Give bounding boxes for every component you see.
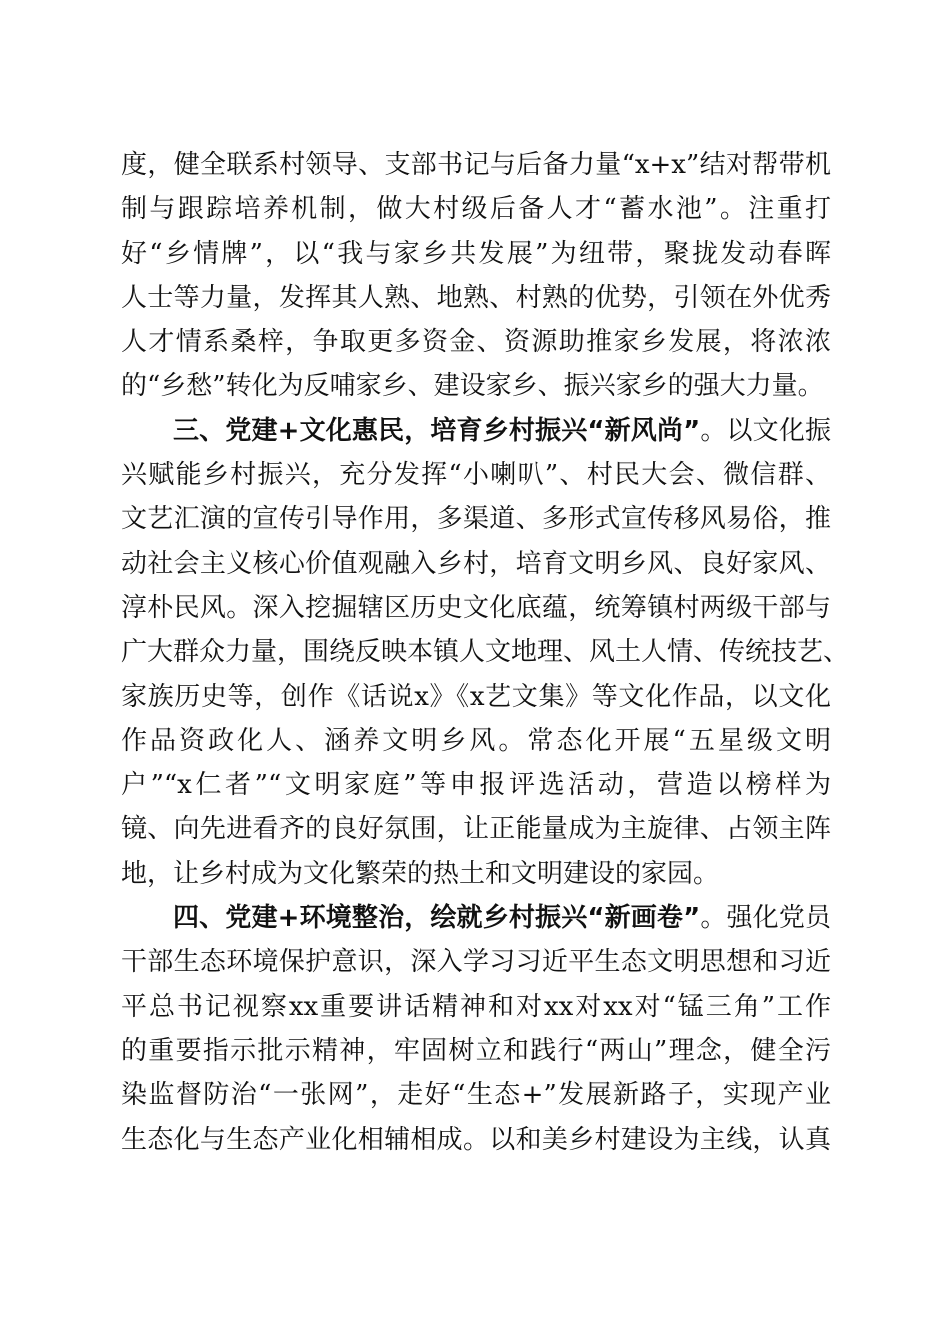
paragraph-2 — [121, 409, 850, 896]
text-line: 淳朴民风。深入挖掘辖区历史文化底蕴，统筹镇村两级干部与 — [121, 592, 831, 623]
text-line: 平总书记视察xx重要讲话精神和对xx对xx对“锰三角”工作 — [121, 991, 831, 1022]
text-line: 的“乡愁”转化为反哺家乡、建设家乡、振兴家乡的强大力量。 — [121, 371, 824, 402]
document-body — [121, 143, 850, 1162]
paragraph-3 — [121, 896, 831, 1162]
text-line: 的重要指示批示精神，牢固树立和践行“两山”理念，健全污 — [121, 1035, 831, 1066]
text-line: 生态化与生态产业化相辅相成。以和美乡村建设为主线，认真 — [121, 1124, 831, 1155]
section-heading-4: 四、党建+环境整治，绘就乡村振兴“新画卷” — [173, 903, 701, 934]
text-line: 制与跟踪培养机制，做大村级后备人才“蓄水池”。注重打 — [121, 194, 831, 225]
text-line: 地，让乡村成为文化繁荣的热土和文明建设的家园。 — [121, 858, 720, 889]
text-line: 家族历史等，创作《话说x》《x艺文集》等文化作品，以文化 — [121, 681, 831, 712]
text-line: 动社会主义核心价值观融入乡村，培育文明乡风、良好家风、 — [121, 548, 831, 579]
paragraph-1 — [121, 143, 831, 409]
paragraph-first-line — [121, 409, 831, 453]
text-line: 广大群众力量，围绕反映本镇人文地理、风土人情、传统技艺、 — [121, 637, 850, 668]
text-line: 好“乡情牌”，以“我与家乡共发展”为纽带，聚拢发动春晖 — [121, 238, 831, 269]
text-line: 镜、向先进看齐的良好氛围，让正能量成为主旋律、占领主阵 — [121, 814, 831, 845]
section-heading-3: 三、党建+文化惠民，培育乡村振兴“新风尚” — [173, 415, 701, 446]
text-line: 人士等力量，发挥其人熟、地熟、村熟的优势，引领在外优秀 — [121, 282, 831, 313]
text-line: 染监督防治“一张网”，走好“生态+”发展新路子，实现产业 — [121, 1080, 831, 1111]
text-line: 作品资政化人、涵养文明乡风。常态化开展“五星级文明 — [121, 725, 831, 756]
heading-rest-text: 。以文化振 — [700, 415, 831, 446]
text-line: 文艺汇演的宣传引导作用，多渠道、多形式宣传移风易俗，推 — [121, 504, 831, 535]
text-line: 人才情系桑梓，争取更多资金、资源助推家乡发展，将浓浓 — [121, 327, 831, 358]
text-line: 度，健全联系村领导、支部书记与后备力量“x+x”结对帮带机 — [121, 150, 831, 180]
paragraph-first-line — [121, 896, 831, 940]
text-line: 户”“x仁者”“文明家庭”等申报评选活动，营造以榜样为 — [121, 770, 831, 801]
heading-rest-text: 。强化党员 — [700, 903, 831, 934]
text-line: 兴赋能乡村振兴，充分发挥“小喇叭”、村民大会、微信群、 — [121, 460, 831, 491]
text-line: 干部生态环境保护意识，深入学习习近平生态文明思想和习近 — [121, 947, 831, 978]
